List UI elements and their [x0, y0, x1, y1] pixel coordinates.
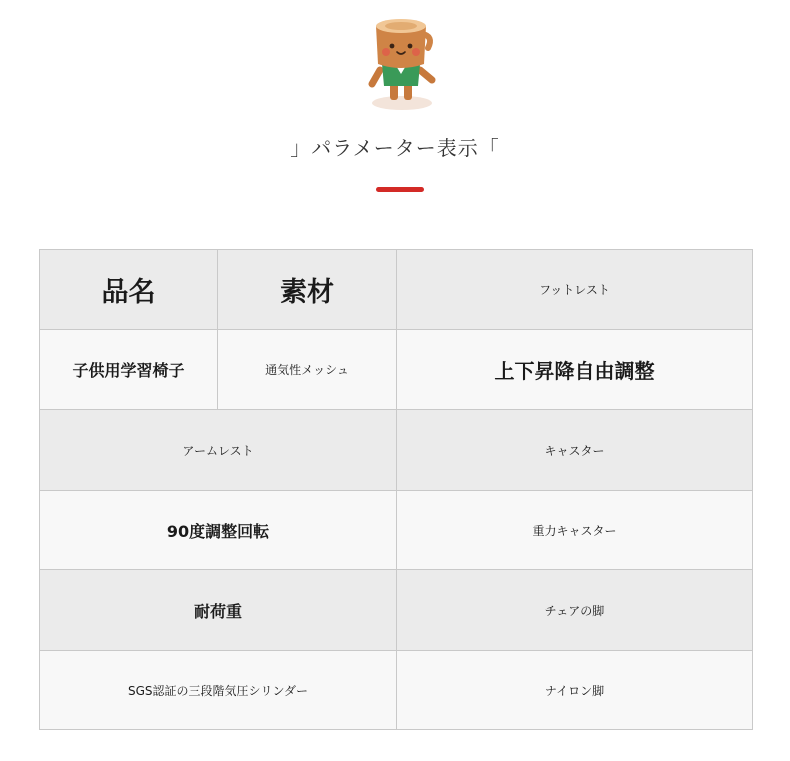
- table-cell-material-value: 通気性メッシュ: [218, 330, 397, 410]
- table-cell-gas-cylinder: SGS認証の三段階気圧シリンダー: [40, 651, 397, 729]
- table-header-material: 素材: [218, 250, 397, 330]
- table-cell-height-adjust: 上下昇降自由調整: [397, 330, 752, 410]
- table-cell-chair-legs: チェアの脚: [397, 570, 752, 651]
- table-cell-footrest: フットレスト: [397, 250, 752, 330]
- table-cell-nylon-legs: ナイロン脚: [397, 651, 752, 729]
- table-cell-gravity-casters: 重力キャスター: [397, 491, 752, 570]
- table-header-product-name: 品名: [40, 250, 218, 330]
- page-title: 」パラメーター表示「: [290, 136, 500, 160]
- table-cell-product-name-value: 子供用学習椅子: [40, 330, 218, 410]
- table-cell-armrest: アームレスト: [40, 410, 397, 491]
- table-cell-casters: キャスター: [397, 410, 752, 491]
- mascot-icon: [362, 14, 440, 112]
- parameter-table: [39, 249, 753, 730]
- table-cell-rotation: 90度調整回転: [40, 491, 397, 570]
- table-cell-load-capacity: 耐荷重: [40, 570, 397, 651]
- title-underline: [376, 187, 424, 192]
